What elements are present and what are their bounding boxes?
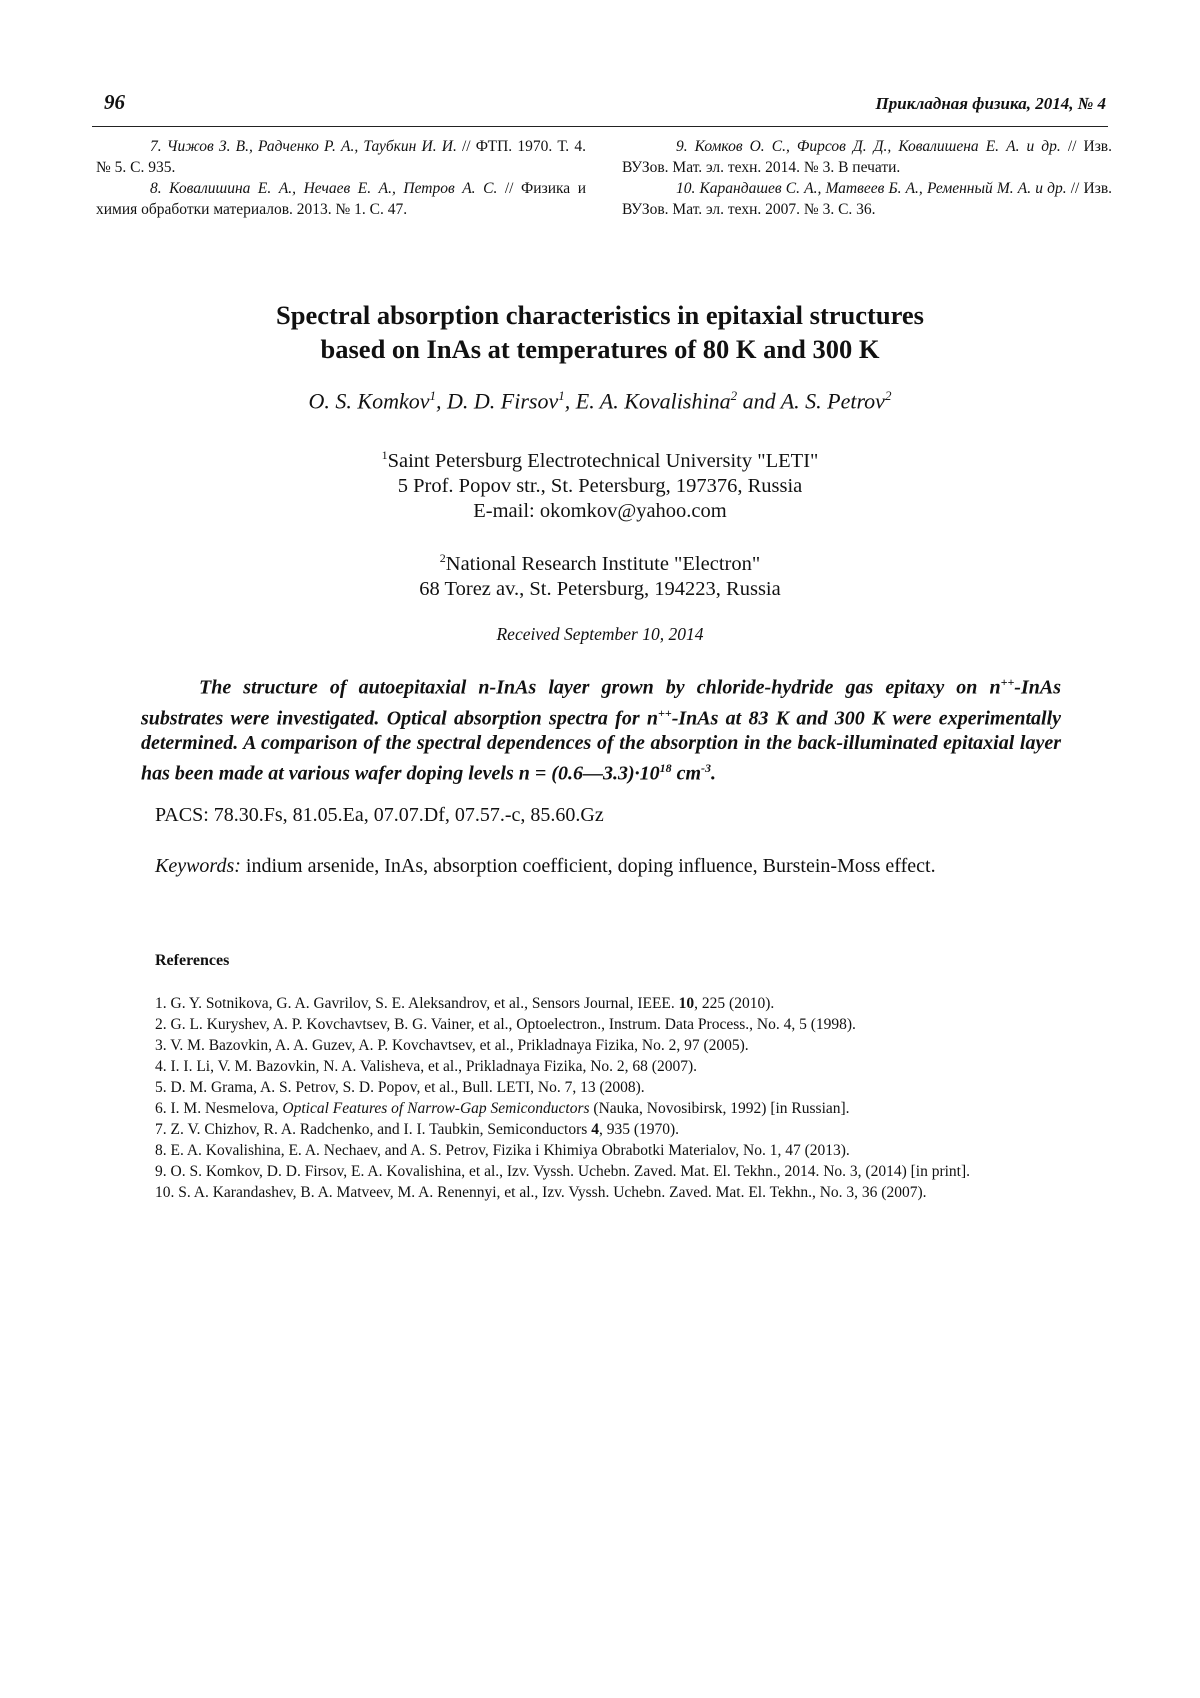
reference-item (155, 993, 1110, 1014)
references-list (155, 993, 1110, 1203)
affiliation-number: 2 (439, 551, 446, 565)
reference-item (155, 1077, 1110, 1098)
previous-ref-authors: 10. Карандашев С. А., Матвеев Б. А., Ременный М. А. и др. (676, 180, 1067, 197)
reference-text: 1. G. Y. Sotnikova, G. A. Gavrilov, S. E. Aleksandrov, et al., Sensors Journal, IEEE. (155, 995, 679, 1012)
affiliation-address: 5 Prof. Popov str., St. Petersburg, 197376, Russia (397, 474, 803, 497)
reference-text: 8. E. A. Kovalishina, E. A. Nechaev, and A. S. Petrov, Fizika i Khimiya Obrabotki Materialov, No. 1, 47 (2013). (155, 1142, 850, 1159)
received-date: Received September 10, 2014 (496, 624, 704, 644)
abstract-superscript: ++ (1000, 675, 1015, 689)
abstract-superscript: 18 (659, 761, 672, 776)
abstract-text: The structure of autoepitaxial n-InAs layer grown by chloride-hydride gas epitaxy on n (199, 676, 1001, 699)
reference-book-title: Optical Features of Narrow-Gap Semiconductors (282, 1100, 590, 1117)
reference-text: 4. I. I. Li, V. M. Bazovkin, N. A. Valisheva, et al., Prikladnaya Fizika, No. 2, 68 (2007). (155, 1058, 698, 1075)
reference-text: 9. O. S. Komkov, D. D. Firsov, E. A. Kovalishina, et al., Izv. Vyssh. Uchebn. Zaved. Mat. El. Tekhn., 2014. No. 3, (2014) [in print]. (155, 1163, 971, 1180)
author-affiliation-mark: 2 (884, 388, 892, 403)
author-separator: , (564, 388, 576, 414)
reference-text: 6. I. M. Nesmelova, (155, 1100, 283, 1117)
abstract-superscript: ++ (658, 705, 672, 720)
author-separator: and (737, 388, 781, 414)
running-header (92, 90, 1108, 127)
abstract-text: -InAs substrates were investigated. Optical absorption spectra for n (141, 676, 1061, 730)
author-list (100, 388, 1100, 414)
author-affiliation-mark: 2 (730, 388, 738, 403)
previous-ref-authors: 9. Комков О. С., Фирсов Д. Д., Ковалишена Е. А. и др. (676, 138, 1061, 155)
abstract-superscript: -3 (701, 761, 712, 776)
abstract-text: -InAs at 83 K and 300 K were experimentally determined. A comparison of the spectral dependences of the absorption in the back-illuminated epitaxial layer has been made at various wafer doping levels n = (0.6—3.3)·10 (141, 707, 1062, 785)
author-name: D. D. Firsov (447, 388, 559, 414)
reference-item (155, 1182, 1110, 1203)
abstract (141, 670, 1061, 787)
reference-text: , 225 (2010). (694, 995, 775, 1012)
author-name: E. A. Kovalishina (575, 388, 731, 414)
keywords-list: indium arsenide, InAs, absorption coefficient, doping influence, Burstein-Moss effect. (240, 855, 936, 877)
affiliation-1 (100, 443, 1100, 524)
reference-item (155, 1098, 1110, 1119)
affiliation-name (100, 546, 1100, 577)
reference-text: 7. Z. V. Chizhov, R. A. Radchenko, and I. I. Taubkin, Semiconductors (155, 1121, 592, 1138)
keywords-label: Keywords: (155, 855, 241, 877)
previous-ref-item (96, 136, 586, 178)
references-heading: References (155, 952, 230, 969)
reference-item (155, 1056, 1110, 1077)
previous-ref-item (622, 136, 1112, 178)
reference-volume: 4 (591, 1121, 599, 1138)
reference-text: 3. V. M. Bazovkin, A. A. Guzev, A. P. Kovchavtsev, et al., Prikladnaya Fizika, No. 2, 97 (2005). (155, 1037, 749, 1054)
affiliation-name-text: National Research Institute "Electron" (445, 552, 761, 575)
keywords (155, 855, 936, 878)
reference-item (155, 1119, 1110, 1140)
previous-ref-details: // Изв. ВУЗов. Мат. эл. техн. 2014. № 3. В печати. (622, 138, 1113, 176)
article-title-line: Spectral absorption characteristics in epitaxial structures (276, 300, 924, 330)
author-separator: , (436, 388, 448, 414)
article-title-line: based on InAs at temperatures of 80 K and 300 K (320, 334, 880, 364)
previous-ref-details: // ФТП. 1970. Т. 4. № 5. С. 935. (96, 138, 586, 176)
affiliation-email: E-mail: okomkov@yahoo.com (473, 499, 727, 522)
author-affiliation-mark: 1 (429, 388, 437, 403)
previous-refs-left-column (96, 136, 586, 220)
page-number: 96 (104, 90, 125, 114)
affiliation-name-text: Saint Petersburg Electrotechnical University "LETI" (387, 449, 819, 472)
journal-title: Прикладная физика, 2014, № 4 (875, 94, 1106, 113)
previous-ref-item (622, 178, 1112, 220)
author-name: A. S. Petrov (780, 388, 885, 414)
abstract-text: . (711, 762, 717, 785)
previous-refs-right-column (622, 136, 1112, 220)
affiliation-number: 1 (381, 448, 388, 462)
affiliation-2 (100, 546, 1100, 602)
previous-ref-authors: 8. Ковалишина Е. А., Нечаев Е. А., Петров А. С. (150, 180, 498, 197)
reference-item (155, 1035, 1110, 1056)
reference-item (155, 1014, 1110, 1035)
reference-item (155, 1161, 1110, 1182)
author-affiliation-mark: 1 (558, 388, 565, 403)
reference-text: , 935 (1970). (598, 1121, 680, 1138)
abstract-text: cm (671, 762, 702, 785)
reference-text: 2. G. L. Kuryshev, A. P. Kovchavtsev, B. G. Vainer, et al., Optoelectron., Instrum. Data Process., No. 4, 5 (1998). (155, 1016, 856, 1033)
pacs-codes: PACS: 78.30.Fs, 81.05.Ea, 07.07.Df, 07.57.-c, 85.60.Gz (155, 804, 604, 826)
reference-text: (Nauka, Novosibirsk, 1992) [in Russian]. (589, 1100, 850, 1117)
reference-item (155, 1140, 1110, 1161)
article-title (100, 298, 1100, 366)
previous-ref-authors: 7. Чижов З. В., Радченко Р. А., Таубкин И. И. (150, 138, 457, 155)
reference-text: 5. D. M. Grama, A. S. Petrov, S. D. Popov, et al., Bull. LETI, No. 7, 13 (2008). (155, 1079, 645, 1096)
author-name: O. S. Komkov (308, 388, 430, 414)
previous-ref-details: // Изв. ВУЗов. Мат. эл. техн. 2007. № 3. С. 36. (622, 180, 1113, 218)
affiliation-address: 68 Torez av., St. Petersburg, 194223, Russia (419, 577, 781, 600)
affiliation-name (100, 443, 1100, 474)
reference-text: 10. S. A. Karandashev, B. A. Matveev, M. A. Renennyi, et al., Izv. Vyssh. Uchebn. Zaved. Mat. El. Tekhn., No. 3, 36 (2007). (155, 1184, 927, 1201)
reference-volume: 10 (678, 995, 695, 1012)
previous-ref-details: // Физика и химия обработки материалов. 2013. № 1. С. 47. (96, 180, 586, 218)
previous-ref-item (96, 178, 586, 220)
